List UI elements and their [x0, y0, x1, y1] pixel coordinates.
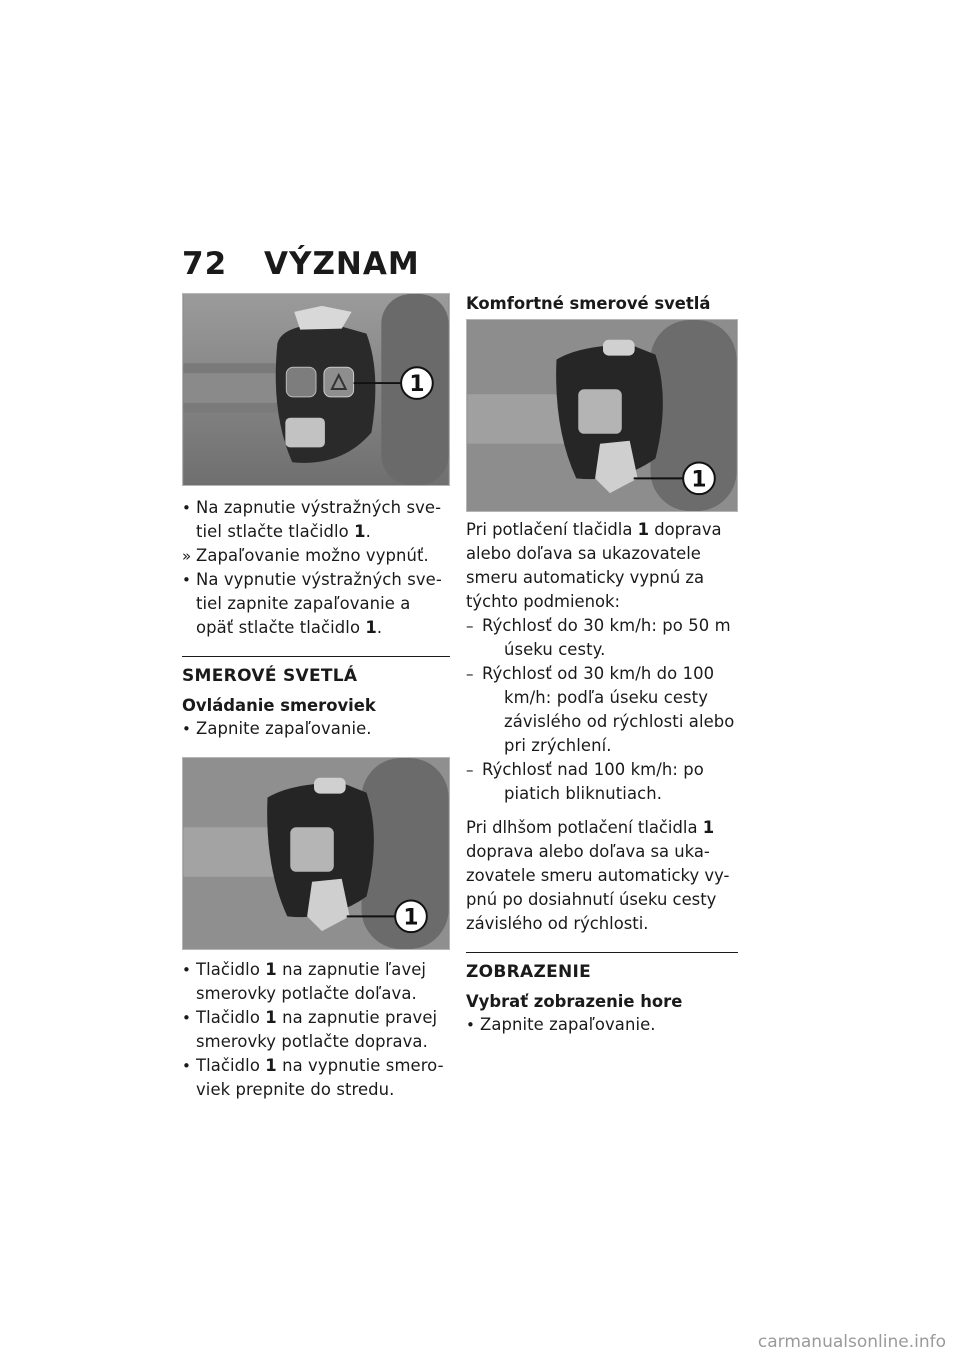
list-item: – Rýchlosť nad 100 km/h: po piatich bliknutiach.	[466, 760, 704, 803]
left-column	[182, 293, 450, 1102]
turn-signal-switch-illustration	[183, 758, 449, 949]
page-title: VÝZNAM	[264, 246, 420, 282]
comfort-signal-photo	[466, 319, 738, 512]
page-number: 72	[182, 246, 228, 282]
subsection-title: Komfortné smerové svetlá	[466, 294, 711, 313]
page-header	[182, 246, 420, 282]
list-item: – Rýchlosť od 30 km/h do 100 km/h: podľa úseku cesty závislého od rýchlosti alebo pri zrýchlení.	[466, 664, 735, 755]
speed-conditions	[466, 614, 738, 806]
section-title: ZOBRAZENIE	[466, 962, 592, 982]
callout-label: 1	[403, 905, 419, 931]
handlebar-switch-illustration	[183, 294, 449, 485]
display-instructions	[466, 1013, 738, 1037]
watermark: carmanualsonline.info	[757, 1332, 946, 1352]
subsection-title: Vybrať zobrazenie hore	[466, 992, 683, 1011]
list-item: • Zapnite zapaľovanie.	[182, 719, 372, 738]
section-divider	[466, 952, 738, 953]
list-item: » Zapaľovanie možno vypnúť.	[182, 546, 429, 565]
list-item: • Tlačidlo 1 na zapnutie pravej smerovky potlačte doprava.	[182, 1008, 438, 1051]
comfort-signal-paragraph: Pri potlačení tlačidla 1 doprava alebo doľava sa ukazovatele smeru automaticky vypnú za týchto podmienok:	[466, 520, 722, 611]
list-item: • Tlačidlo 1 na vypnutie smero-viek prepnite do stredu.	[182, 1056, 444, 1099]
list-item: • Na vypnutie výstražných sve-tiel zapnite zapaľovanie a opäť stlačte tlačidlo 1.	[182, 570, 442, 637]
section-title: SMEROVÉ SVETLÁ	[182, 666, 358, 686]
list-item: • Na zapnutie výstražných sve-tiel stlačte tlačidlo 1.	[182, 498, 442, 541]
turn-signal-instructions	[182, 958, 450, 1102]
long-press-paragraph: Pri dlhšom potlačení tlačidla 1 doprava alebo doľava sa uka-zovatele smeru automaticky vy-pnú po dosiahnutí úseku cesty závislého od rýchlosti.	[466, 818, 730, 933]
hazard-button-photo	[182, 293, 450, 486]
callout-label: 1	[409, 371, 425, 397]
list-item: – Rýchlosť do 30 km/h: po 50 m úseku cesty.	[466, 616, 731, 659]
right-column	[466, 293, 738, 1037]
hazard-instructions	[182, 496, 450, 640]
list-item: • Tlačidlo 1 na zapnutie ľavej smerovky potlačte doľava.	[182, 960, 427, 1003]
list-item: • Zapnite zapaľovanie.	[466, 1015, 656, 1034]
turn-signal-photo	[182, 757, 450, 950]
section-divider	[182, 656, 450, 657]
turn-signal-prep	[182, 717, 450, 741]
subsection-title: Ovládanie smeroviek	[182, 696, 376, 715]
callout-label: 1	[691, 467, 707, 493]
comfort-signal-switch-illustration	[467, 320, 737, 511]
